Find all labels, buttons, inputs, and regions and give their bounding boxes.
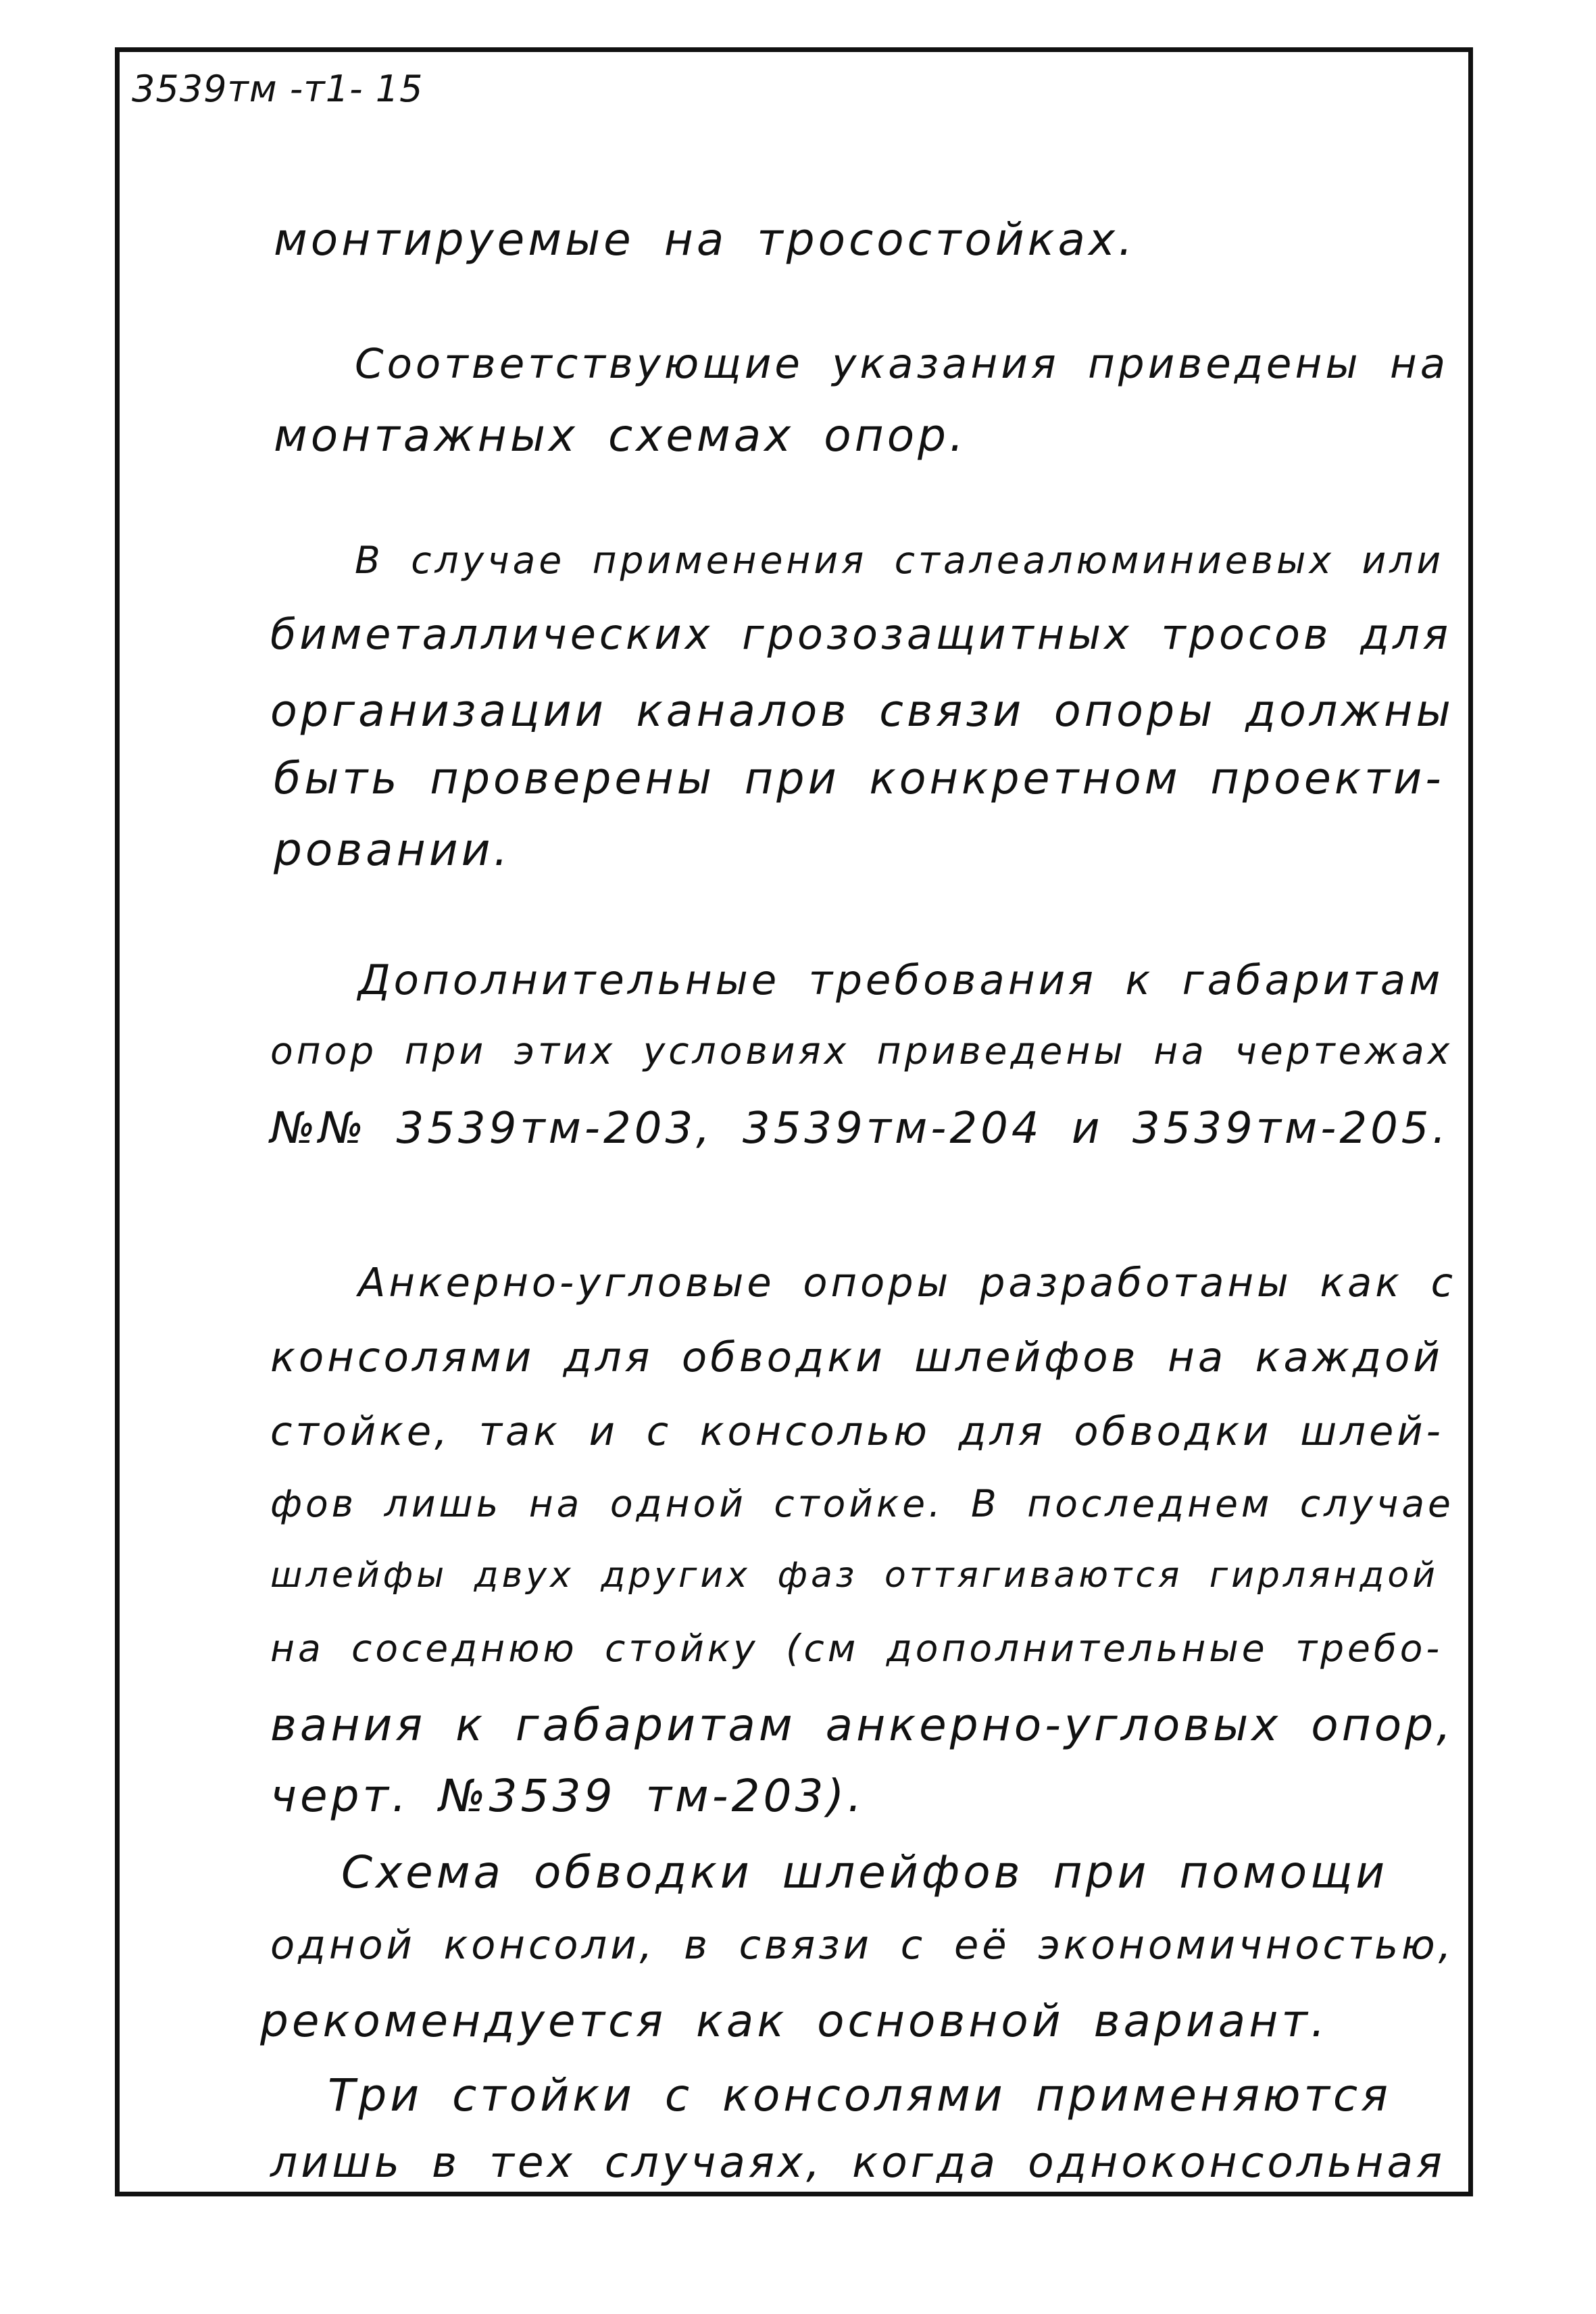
text-line: Анкерно-угловые опоры разработаны как с [358, 1259, 1457, 1306]
text-line: стойке, так и с консолью для обводки шлей- [270, 1408, 1444, 1454]
document-code: 3539тм -т1- 15 [132, 68, 424, 110]
text-line: рекомендуется как основной вариант. [260, 1995, 1328, 2047]
text-line: быть проверены при конкретном проекти- [274, 754, 1445, 804]
text-line: В случае применения сталеалюминиевых или [355, 539, 1445, 582]
text-line: организации каналов связи опоры должны [270, 686, 1454, 737]
text-line: лишь в тех случаях, когда одноконсольная [270, 2138, 1445, 2187]
text-line: шлейфы двух других фаз оттягиваются гирляндой [270, 1555, 1439, 1596]
text-line: биметаллических грозозащитных тросов для [270, 610, 1451, 659]
text-line: консолями для обводки шлейфов на каждой [270, 1333, 1443, 1381]
text-line: Три стойки с консолями применяются [328, 2069, 1391, 2121]
text-line: Соответствующие указания приведены на [355, 340, 1449, 388]
text-line: одной консоли, в связи с её экономичностью, [270, 1921, 1455, 1968]
text-line: фов лишь на одной стойке. В последнем случае [270, 1482, 1454, 1525]
text-line: Схема обводки шлейфов при помощи [341, 1846, 1389, 1898]
text-line: вания к габаритам анкерно-угловых опор, [270, 1699, 1455, 1751]
text-line: на соседнюю стойку (см дополнительные требо- [270, 1627, 1443, 1670]
text-line: №№ 3539тм-203, 3539тм-204 и 3539тм-205. [270, 1104, 1449, 1154]
text-line: черт. №3539 тм-203). [270, 1770, 866, 1822]
text-line: опор при этих условиях приведены на чертежах [270, 1029, 1453, 1073]
text-line: Дополнительные требования к габаритам [358, 956, 1444, 1004]
text-line: монтажных схемах опор. [274, 410, 967, 462]
text-line: ровании. [274, 824, 512, 876]
text-line: монтируемые на тросостойках. [274, 214, 1137, 266]
